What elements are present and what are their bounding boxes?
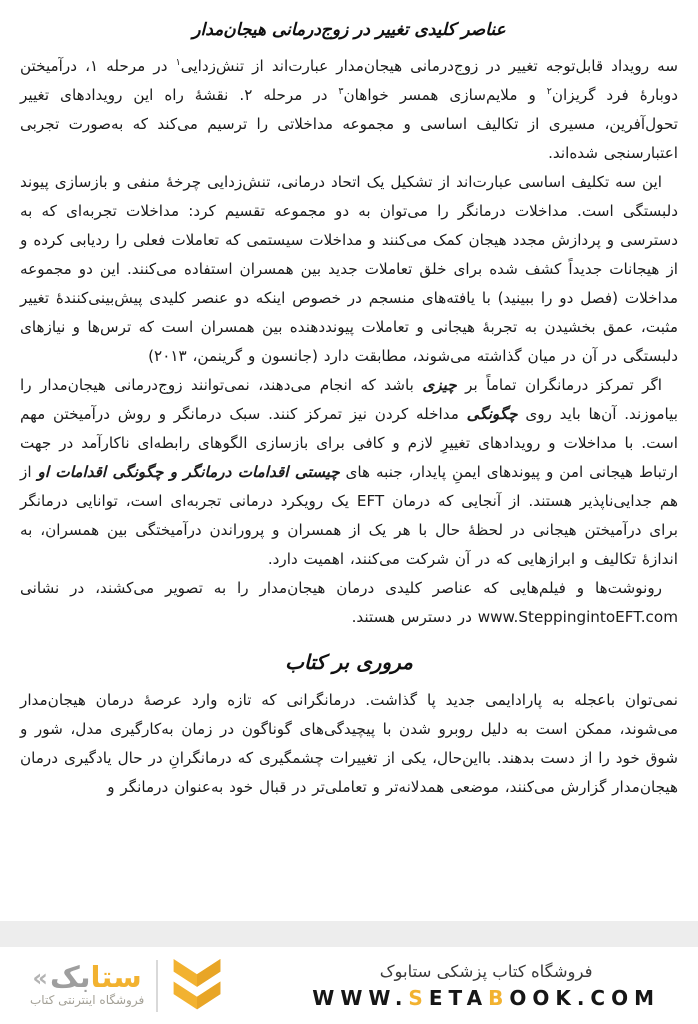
double-chevron-down-icon xyxy=(170,957,224,1015)
footnote-ref-1: ۱ xyxy=(175,56,181,68)
page-footer-divider xyxy=(0,921,698,947)
paragraph-1 xyxy=(20,52,678,168)
url-gold-letter-b: B xyxy=(488,985,510,1010)
url-part: ETA xyxy=(428,985,489,1010)
emphasis-how: چگونگی xyxy=(466,405,518,423)
page-title: عناصر کلیدی تغییر در زوج‌درمانی هیجان‌مدار xyxy=(192,20,506,40)
setabook-wordmark-text xyxy=(49,960,142,995)
paragraph-5: نمی‌توان باعجله به پارادایمی جدید پا گذاشت. درمانگرانی که تازه وارد عرصهٔ درمان هیجان‌مدار می‌شوند، ممکن است به دلیل روبرو شدن با پیچیدگی‌های گوناگون در زمان به‌کارگیری مدل، شور و شوق خود را از دست بدهند. بااین‌حال، یکی از تغییرات چشمگیری که درمانگرانِ در حال یادگیری درمان هیجان‌مدار گزارش می‌کنند، موضعی همدلانه‌تر و تعاملی‌تر در قبال خود به‌عنوان درمانگر و xyxy=(20,691,678,796)
logo-divider xyxy=(156,960,158,1012)
paragraph-2: این سه تکلیف اساسی عبارت‌اند از تشکیل یک اتحاد درمانی، تنش‌زدایی چرخهٔ منفی و بازسازی پیوند دلبستگی است. مداخلات درمانگر را می‌توان به دو مجموعه تقسیم کرد: مداخلات تجربه‌ای که به دسترسی و پردازش مجدد هیجان کمک می‌کنند و مداخلات سیستمی که تعاملات فعلی را ردیابی کرده و از هیجانات جدیداً کشف شده برای خلق تعاملات جدید بین همسران استفاده می‌کنند. این دو مجموعه مداخلات (فصل دو را ببینید) با یافته‌های منسجم در خصوص اینکه دو عنصر کلیدی پیش‌بینی‌کنندهٔ تغییر مثبت، عمق بخشیدن به تجربهٔ هیجانی و تعاملات پیونددهنده بین همسران است که ترس‌ها و نیازهای دلبستگی در آن در میان گذاشته می‌شوند، مطابقت دارد (جانسون و گرینمن، ۲۰۱۳) xyxy=(20,173,678,365)
paragraph-1-text: و ملایم‌سازی همسر خواهان xyxy=(343,86,547,104)
wordmark-gold-part: ستا xyxy=(90,960,142,995)
stepping-into-eft-url: www.SteppingintoEFT.com xyxy=(477,608,678,626)
double-guillemet-icon: « xyxy=(32,963,48,992)
footnote-ref-3: ۳ xyxy=(338,85,344,97)
paragraph-1-text: در مرحله ۱، درآمیختن دوبارهٔ فرد گریزان xyxy=(20,57,679,104)
emphasis-what-and-how: چیستی اقدامات درمانگر و چگونگی اقدامات او xyxy=(37,463,340,481)
paragraph-3-text: مداخله کردن نیز تمرکز کنند. سبک درمانگر و روش درآمیختن مهم است. با مداخلات و رویدادهای تغییرِ لازم و کافی برای بازسازی الگوهای رابطه‌ای ناکارآمد در جهت ارتباط هیجانی امن و پیوندهای ایمنِ پایدار، جنبه های xyxy=(20,405,678,481)
setabook-logo xyxy=(30,957,224,1015)
logo-tagline: فروشگاه اینترنتی کتاب xyxy=(30,993,145,1008)
paragraph-4-text: رونوشت‌ها و فیلم‌هایی که عناصر کلیدی درمان هیجان‌مدار را به تصویر می‌کشند، در نشانی xyxy=(20,579,662,597)
url-part: WWW. xyxy=(312,985,409,1010)
url-gold-letter-s: S xyxy=(408,985,429,1010)
paragraph-3-text: اگر تمرکز درمانگران تماماً بر xyxy=(456,376,662,394)
paragraph-3 xyxy=(20,371,678,574)
store-name: فروشگاه کتاب پزشکی ستابوک xyxy=(379,961,593,981)
setabook-wordmark-block xyxy=(30,960,145,1008)
paragraph-1-text: در مرحله ۲. نقشهٔ راه این رویدادهای تغییر تحول‌آفرین، مسیری از تکالیف اساسی و مجموعه مداخلاتی را ترسیم می‌کند که به‌صورت تجربی اعتبارسنجی شده‌اند. xyxy=(20,86,678,162)
setabook-footer-banner xyxy=(0,947,698,1024)
url-part: OOK.COM xyxy=(509,985,660,1010)
setabook-wordmark xyxy=(32,960,142,995)
paragraph-3-text: باشد که انجام می‌دهند، نمی‌توانند زوج‌درمانی هیجان‌مدار را بیاموزند. آن‌ها باید روی xyxy=(20,376,678,423)
store-info xyxy=(312,962,660,1010)
paragraph-1-text: سه رویداد قابل‌توجه تغییر در زوج‌درمانی هیجان‌مدار عبارت‌اند از تنش‌زدایی xyxy=(180,57,678,75)
store-website-url xyxy=(312,986,660,1010)
footnote-ref-2: ۲ xyxy=(546,85,552,97)
section-heading: مروری بر کتاب xyxy=(285,650,413,674)
paragraph-4-text: در دسترس هستند. xyxy=(351,608,478,626)
paragraph-4 xyxy=(20,574,678,632)
paragraph-3-text: از هم جدایی‌ناپذیر هستند. از آنجایی که درمان EFT یک رویکرد درمانی تجربه‌ای است، توانایی درمانگر برای درآمیختن هیجانی در لحظهٔ حال با هر یک از همسران و پروراندن درآمیختگی بین همسران، به اندازهٔ تکالیف و ابرازهایی که در آن شرکت می‌کنند، اهمیت دارد. xyxy=(20,463,678,568)
wordmark-gray-part: بک xyxy=(49,960,91,995)
emphasis-what: چیزی xyxy=(422,376,457,394)
